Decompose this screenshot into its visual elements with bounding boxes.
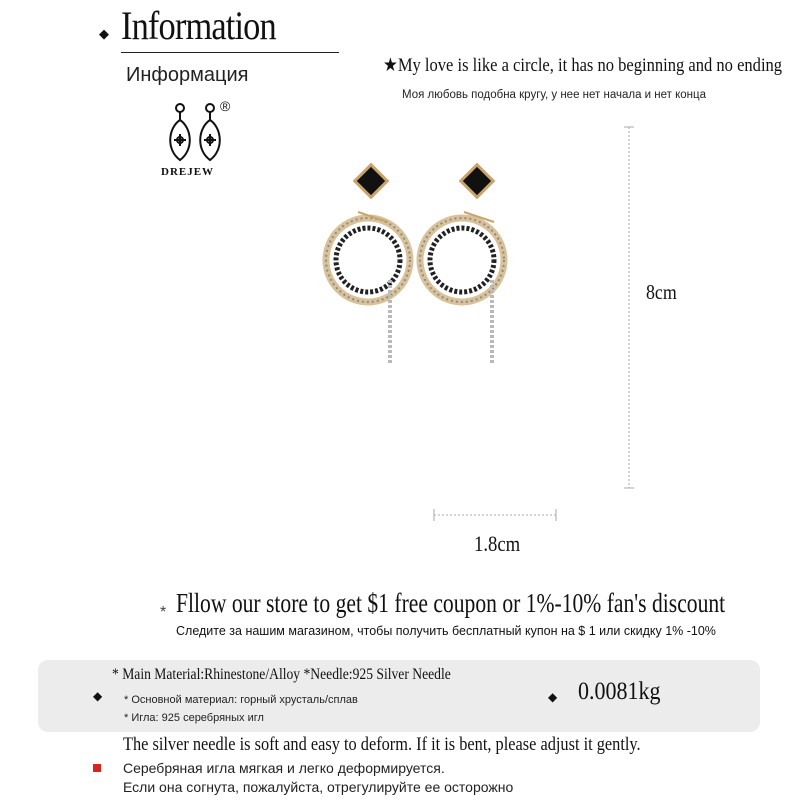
tagline: ★My love is like a circle, it has no beginning and no ending bbox=[383, 55, 783, 76]
width-label: 1.8cm bbox=[474, 531, 521, 556]
height-label: 8cm bbox=[646, 280, 677, 304]
promo-star-icon: * bbox=[160, 604, 167, 621]
promo-text-ru: Следите за нашим магазином, чтобы получить бесплатный купон на $ 1 или скидку 1% -10% bbox=[176, 624, 716, 638]
promo-text: Fllow our store to get $1 free coupon or 1%-10% fan's discount bbox=[176, 588, 726, 618]
weight-value: 0.0081kg bbox=[578, 678, 661, 705]
note-marker-icon bbox=[93, 764, 101, 772]
title-underline bbox=[121, 52, 339, 53]
tagline-ru: Моя любовь подобна кругу, у нее нет начала и нет конца bbox=[402, 89, 707, 101]
needle-spec-ru: * Игла: 925 серебряных игл bbox=[124, 712, 264, 724]
logo-earring-left-icon bbox=[170, 104, 190, 160]
material-spec-ru: * Основной материал: горный хрусталь/сплав bbox=[124, 694, 358, 706]
header-bullet-icon: ◆ bbox=[99, 27, 109, 42]
page-subtitle: Информация bbox=[126, 64, 249, 86]
specs-bullet-icon: ◆ bbox=[93, 689, 103, 703]
brand-name: DREJEW bbox=[161, 166, 215, 178]
earrings-product-image bbox=[310, 150, 530, 510]
width-dimension-line bbox=[432, 505, 558, 525]
logo-earring-right-icon bbox=[200, 104, 220, 160]
care-note-ru-line1: Серебряная игла мягкая и легко деформируется. bbox=[123, 760, 445, 776]
care-note: The silver needle is soft and easy to deform. If it is bent, please adjust it gently. bbox=[123, 734, 641, 755]
weight-bullet-icon: ◆ bbox=[548, 690, 558, 704]
earring-left bbox=[326, 163, 410, 495]
height-dimension-line bbox=[618, 125, 638, 490]
care-note-ru-line2: Если она согнута, пожалуйста, отрегулируйте ее осторожно bbox=[123, 779, 514, 795]
earring-right bbox=[420, 163, 504, 495]
page-title: Information bbox=[121, 3, 276, 48]
material-needle-spec: * Main Material:Rhinestone/Alloy *Needle:925 Silver Needle bbox=[112, 666, 451, 683]
registered-mark: ® bbox=[220, 98, 231, 114]
